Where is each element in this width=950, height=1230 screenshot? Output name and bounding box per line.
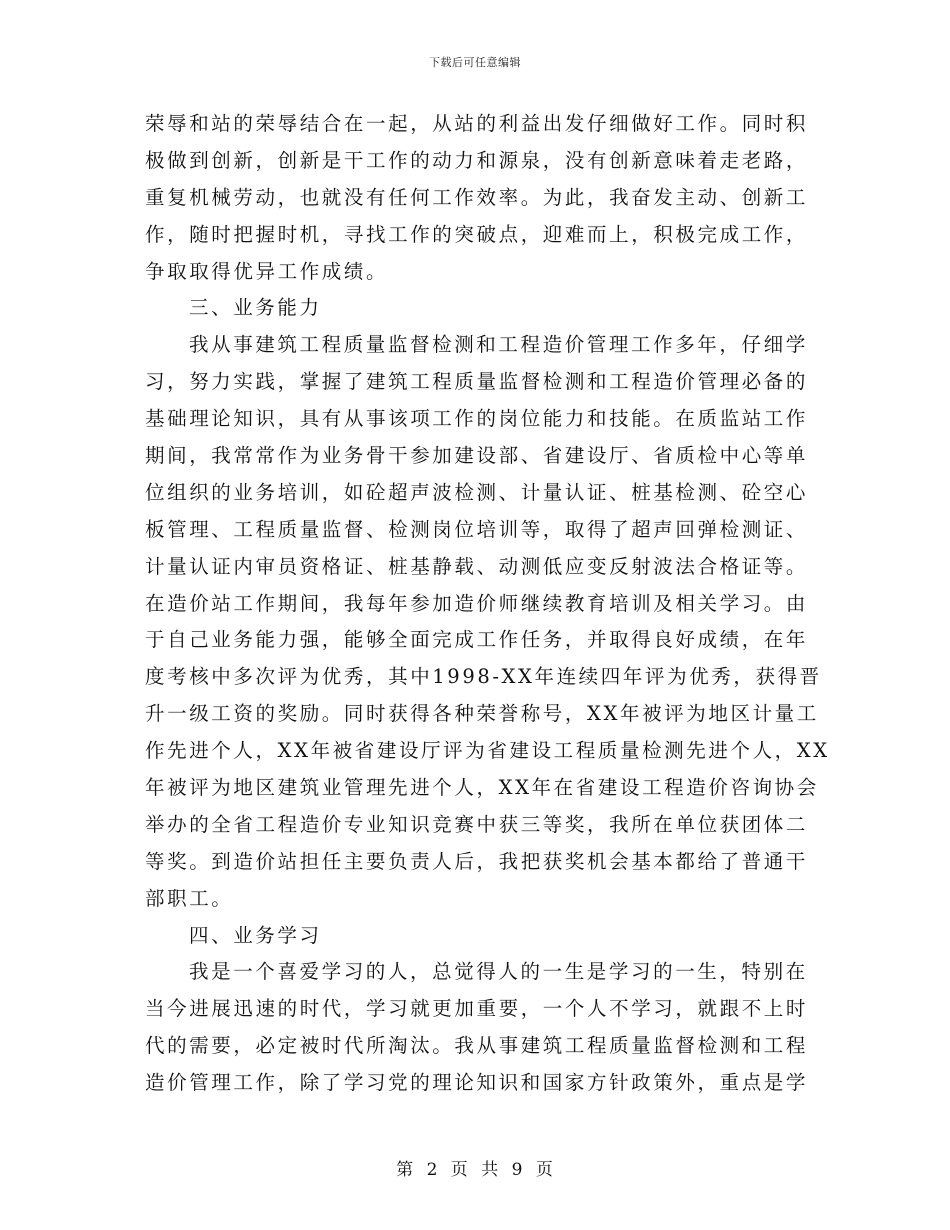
- text-line: 板管理、工程质量监督、检测岗位培训等，取得了超声回弹检测证、: [145, 517, 809, 541]
- text-line: 于自己业务能力强，能够全面完成工作任务，并取得良好成绩，在年: [145, 628, 809, 652]
- text-line: 代的需要，必定被时代所淘汰。我从事建筑工程质量监督检测和工程: [145, 1034, 809, 1058]
- text-line: 争取取得优异工作成绩。: [145, 259, 389, 283]
- text-line: 造价管理工作，除了学习党的理论知识和国家方针政策外，重点是学: [145, 1071, 809, 1095]
- text-line: 作先进个人，XX年被省建设厅评为省建设工程质量检测先进个人，XX: [145, 739, 830, 763]
- text-line: 部职工。: [145, 886, 234, 910]
- text-line: 在造价站工作期间，我每年参加造价师继续教育培训及相关学习。由: [145, 591, 809, 615]
- text-line: 习，努力实践，掌握了建筑工程质量监督检测和工程造价管理必备的: [145, 370, 809, 394]
- text-line: 计量认证内审员资格证、桩基静载、动测低应变反射波法合格证等。: [145, 554, 809, 578]
- text-line: 度考核中多次评为优秀，其中1998-XX年连续四年评为优秀，获得晋: [145, 665, 822, 689]
- text-line: 年被评为地区建筑业管理先进个人，XX年在省建设工程造价咨询协会: [145, 776, 819, 800]
- text-line: 作，随时把握时机，寻找工作的突破点，迎难而上，积极完成工作，: [145, 222, 809, 246]
- section-heading: 四、业务学习: [189, 923, 322, 947]
- header-note: 下载后可任意编辑: [429, 56, 521, 69]
- text-line: 基础理论知识，具有从事该项工作的岗位能力和技能。在质监站工作: [145, 407, 809, 431]
- text-line: 举办的全省工程造价专业知识竞赛中获三等奖，我所在单位获团体二: [145, 812, 809, 836]
- text-line: 期间，我常常作为业务骨干参加建设部、省建设厅、省质检中心等单: [145, 444, 809, 468]
- section-heading: 三、业务能力: [189, 296, 322, 320]
- text-line: 重复机械劳动，也就没有任何工作效率。为此，我奋发主动、创新工: [145, 185, 809, 209]
- text-line: 极做到创新，创新是干工作的动力和源泉，没有创新意味着走老路，: [145, 148, 809, 172]
- text-line: 等奖。到造价站担任主要负责人后，我把获奖机会基本都给了普通干: [145, 849, 809, 873]
- text-line: 当今进展迅速的时代，学习就更加重要，一个人不学习，就跟不上时: [145, 997, 809, 1021]
- text-line: 荣辱和站的荣辱结合在一起，从站的利益出发仔细做好工作。同时积: [145, 112, 809, 135]
- document-body: [145, 106, 830, 1102]
- text-line: 我从事建筑工程质量监督检测和工程造价管理工作多年，仔细学: [189, 333, 808, 357]
- page-number: 第 2 页 共 9 页: [396, 1160, 554, 1180]
- text-line: 升一级工资的奖励。同时获得各种荣誉称号，XX年被评为地区计量工: [145, 702, 819, 726]
- text-line: 位组织的业务培训，如砼超声波检测、计量认证、桩基检测、砼空心: [145, 480, 809, 504]
- text-line: 我是一个喜爱学习的人，总觉得人的一生是学习的一生，特别在: [189, 960, 808, 984]
